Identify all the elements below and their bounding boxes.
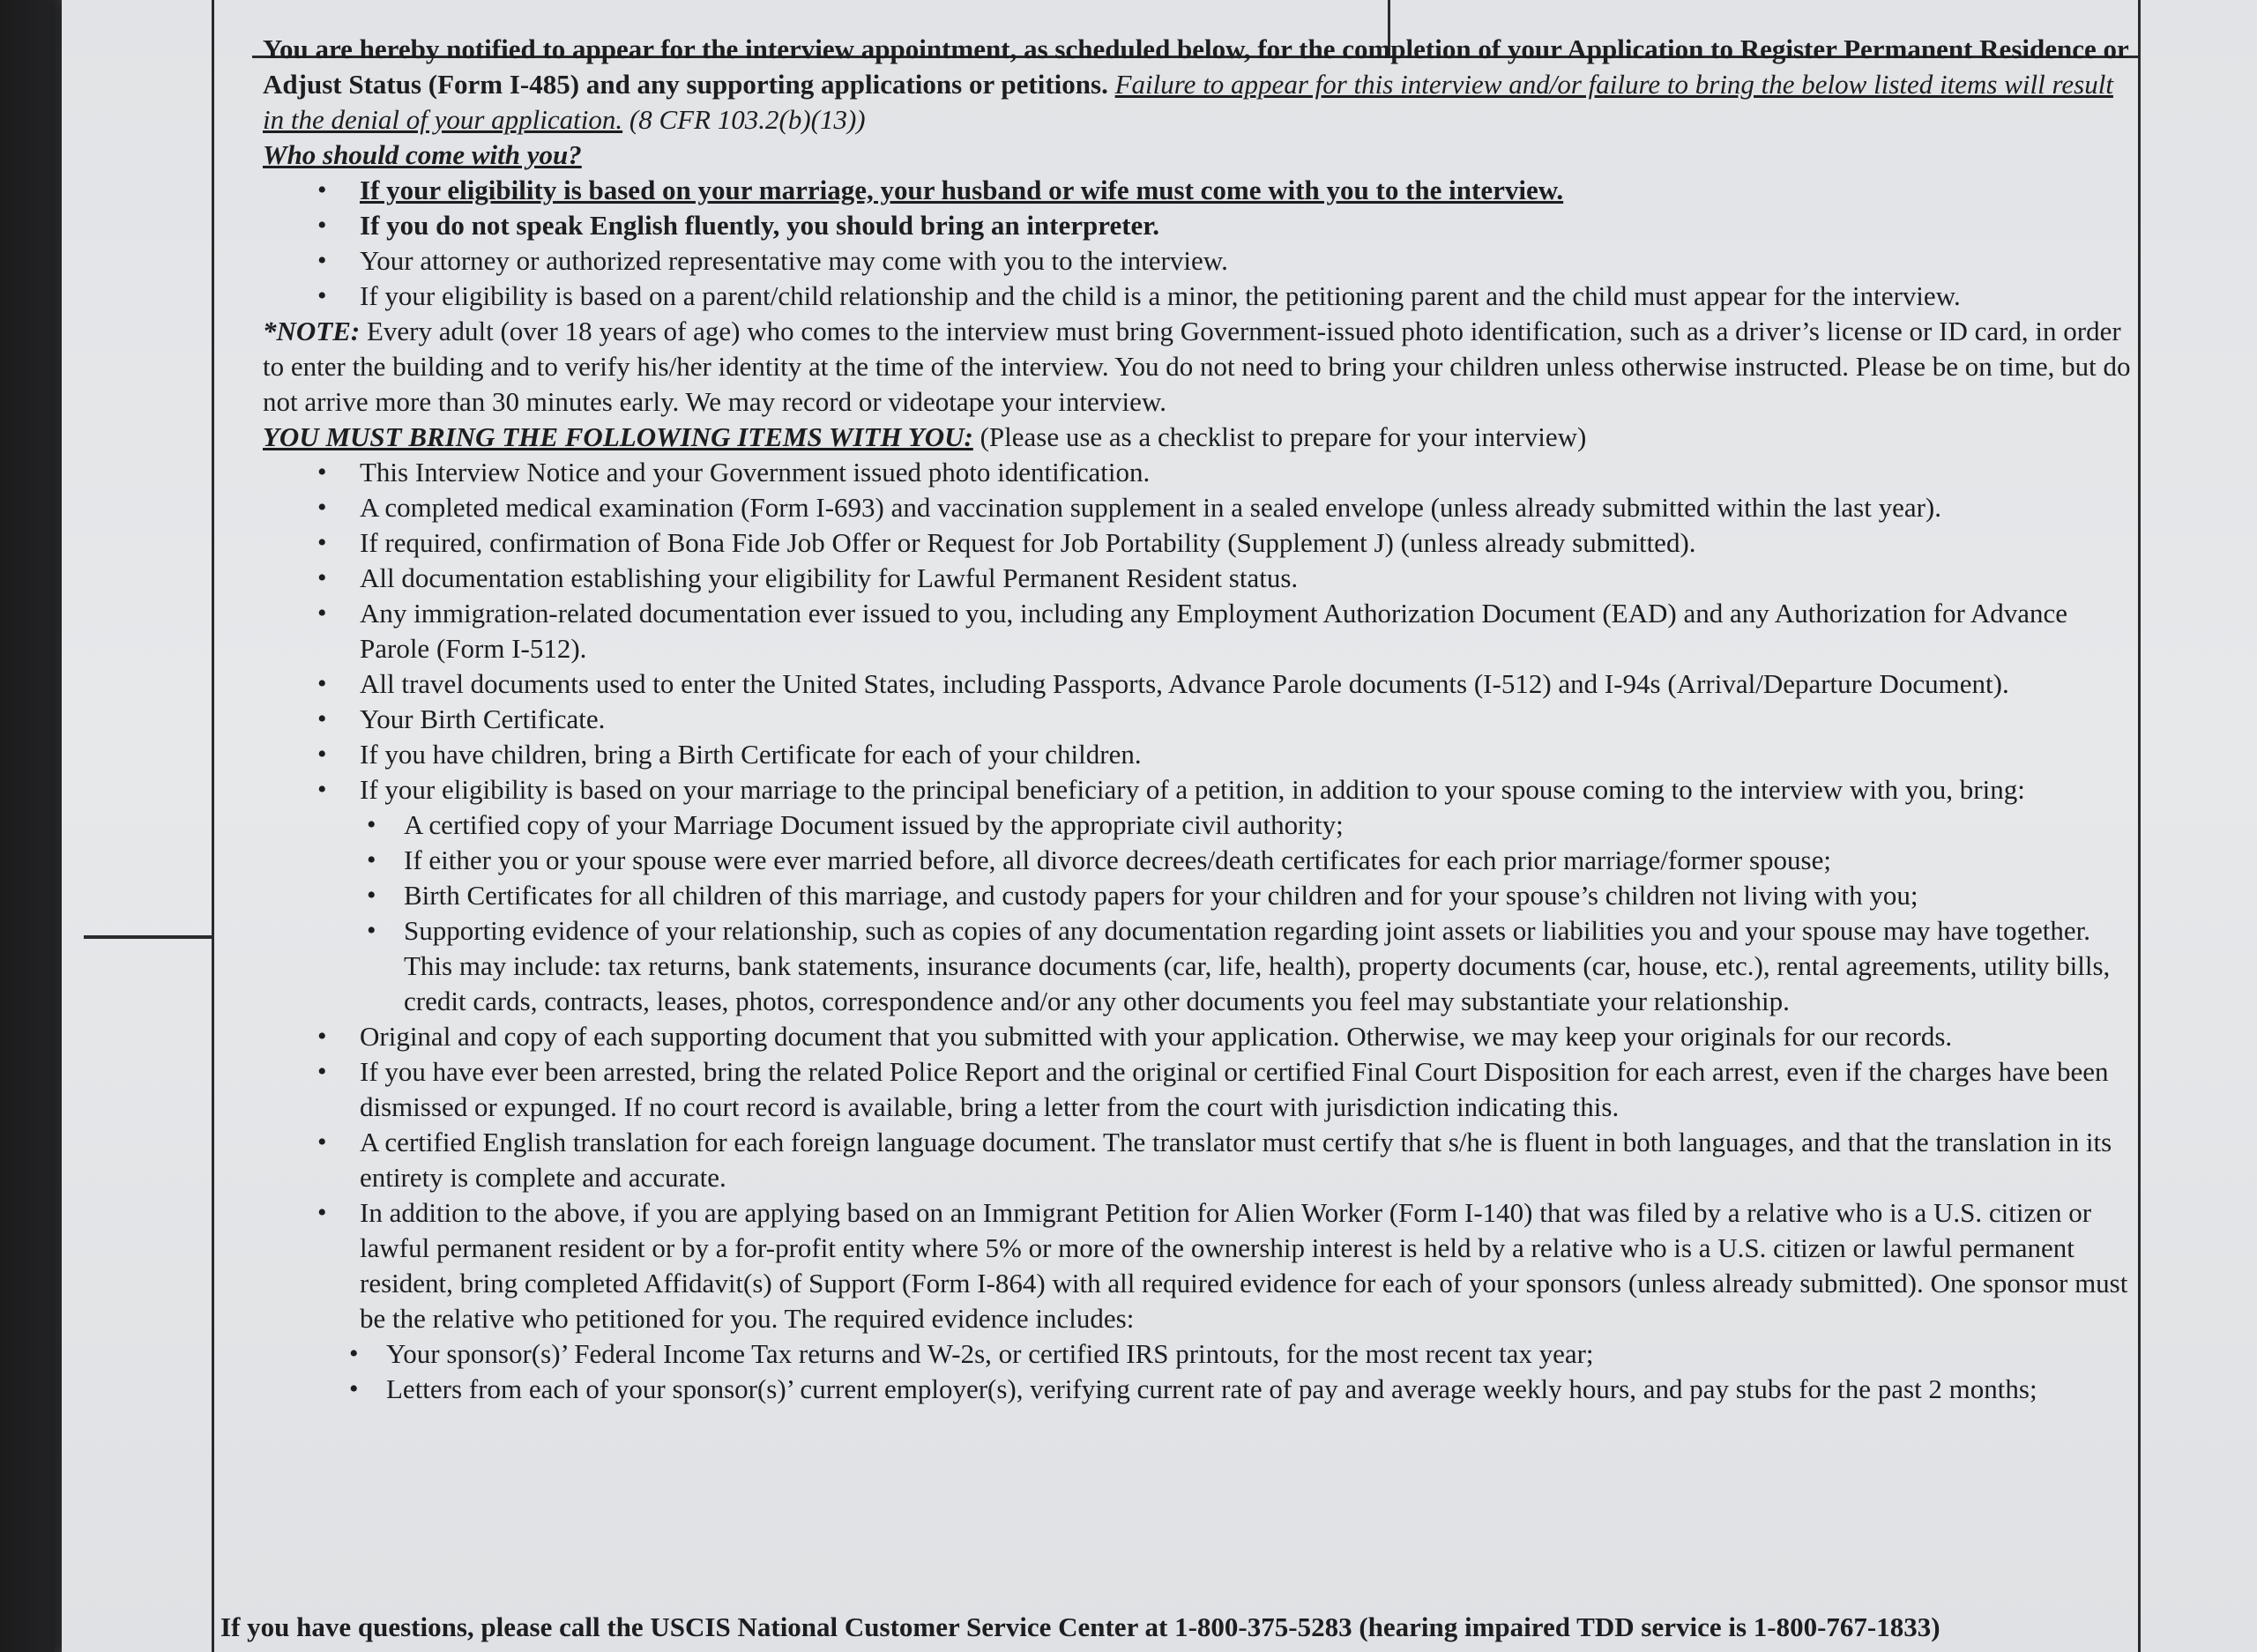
note-paragraph xyxy=(263,314,2132,420)
contact-footer: If you have questions, please call the USCIS National Customer Service Center at 1-800-375-5283 (hearing impaired TDD service is 1-800-767-1833) xyxy=(220,1611,1940,1642)
intro-citation: (8 CFR 103.2(b)(13)) xyxy=(629,104,866,135)
list-item: • If required, confirmation of Bona Fide Job Offer or Request for Job Portability (Supplement J) (unless already submitted). xyxy=(263,525,2132,561)
list-item: • This Interview Notice and your Government issued photo identification. xyxy=(263,455,2132,490)
list-item: • All documentation establishing your eligibility for Lawful Permanent Resident status. xyxy=(263,561,2132,596)
notice-body xyxy=(263,32,2132,1407)
marriage-docs-list xyxy=(263,807,2132,1019)
intro-paragraph xyxy=(263,32,2132,138)
note-label: *NOTE: xyxy=(263,316,361,346)
list-item: • If your eligibility is based on your marriage, your husband or wife must come with you to the interview. xyxy=(263,173,2132,208)
list-item: • Original and copy of each supporting document that you submitted with your application. Otherwise, we may keep your originals for our records. xyxy=(263,1019,2132,1054)
list-item: • If either you or your spouse were ever married before, all divorce decrees/death certificates for each prior marriage/former spouse; xyxy=(263,843,2132,878)
who-heading: Who should come with you? xyxy=(263,139,582,170)
list-item: • If your eligibility is based on a parent/child relationship and the child is a minor, the petitioning parent and the child must appear for the interview. xyxy=(263,279,2132,314)
list-item: • Your attorney or authorized representative may come with you to the interview. xyxy=(263,243,2132,279)
list-item: • Birth Certificates for all children of this marriage, and custody papers for your children and for your spouse’s children not living with you; xyxy=(263,878,2132,913)
who-list xyxy=(263,173,2132,314)
list-item: • Supporting evidence of your relationship, such as copies of any documentation regarding joint assets or liabilities you and your spouse may have together. This may include: tax returns, bank statements, insurance documents (car, life, health), property documents (car, house, etc.), rental agreements, utility bills, credit cards, contracts, leases, photos, correspondence and/or any other documents you feel may substantiate your relationship. xyxy=(263,913,2132,1019)
intro-warning: Failure to appear for this interview and/or failure to bring the below listed items will result in the denial of your application. xyxy=(263,69,2113,135)
list-item: • If you do not speak English fluently, you should bring an interpreter. xyxy=(263,208,2132,243)
list-item: • Your Birth Certificate. xyxy=(263,702,2132,737)
list-item: • If you have children, bring a Birth Certificate for each of your children. xyxy=(263,737,2132,772)
list-item: • Letters from each of your sponsor(s)’ current employer(s), verifying current rate of pay and average weekly hours, and pay stubs for the past 2 months; xyxy=(263,1372,2132,1407)
bring-subheading: (Please use as a checklist to prepare for your interview) xyxy=(980,421,1587,452)
list-item: • Any immigration-related documentation ever issued to you, including any Employment Authorization Document (EAD) and any Authorization for Advance Parole (Form I-512). xyxy=(263,596,2132,666)
list-item: • If your eligibility is based on your marriage to the principal beneficiary of a petition, in addition to your spouse coming to the interview with you, bring: xyxy=(263,772,2132,807)
bring-list xyxy=(263,455,2132,807)
bring-heading: YOU MUST BRING THE FOLLOWING ITEMS WITH YOU: (Please use as a checklist to prepare for your interview) xyxy=(263,421,1587,452)
list-item: • All travel documents used to enter the United States, including Passports, Advance Parole documents (I-512) and I-94s (Arrival/Departure Document). xyxy=(263,666,2132,702)
list-item: • A certified copy of your Marriage Document issued by the appropriate civil authority; xyxy=(263,807,2132,843)
list-item: • Your sponsor(s)’ Federal Income Tax returns and W-2s, or certified IRS printouts, for the most recent tax year; xyxy=(263,1336,2132,1372)
list-item: • If you have ever been arrested, bring the related Police Report and the original or certified Final Court Disposition for each arrest, even if the charges have been dismissed or expunged. If no court record is available, bring a letter from the court with jurisdiction indicating this. xyxy=(263,1054,2132,1125)
list-item: • In addition to the above, if you are applying based on an Immigrant Petition for Alien Worker (Form I-140) that was filed by a relative who is a U.S. citizen or lawful permanent resident or by a for-profit entity where 5% or more of the ownership interest is held by a relative who is a U.S. citizen or lawful permanent resident, bring completed Affidavit(s) of Support (Form I-864) with all required evidence for each of your sponsors (unless already submitted). One sponsor must be the relative who petitioned for you. The required evidence includes: xyxy=(263,1195,2132,1336)
intro-text: You are hereby notified to appear for the interview appointment, as scheduled below, for the completion of your Application to Register Permanent Residence or Adjust Status (Form I-485) and any supporting applications or petitions. xyxy=(263,33,2129,100)
list-item: • A certified English translation for each foreign language document. The translator must certify that s/he is fluent in both languages, and that the translation in its entirety is complete and accurate. xyxy=(263,1125,2132,1195)
margin-tick-mark xyxy=(84,935,214,939)
list-item: • A completed medical examination (Form I-693) and vaccination supplement in a sealed envelope (unless already submitted within the last year). xyxy=(263,490,2132,525)
sponsor-evidence-list xyxy=(263,1336,2132,1407)
additional-docs-list xyxy=(263,1019,2132,1336)
note-text: Every adult (over 18 years of age) who comes to the interview must bring Government-issued photo identification, such as a driver’s license or ID card, in order to enter the building and to verify his/her identity at the time of the interview. You do not need to bring your children unless otherwise instructed. Please be on time, but do not arrive more than 30 minutes early. We may record or videotape your interview. xyxy=(263,316,2131,417)
